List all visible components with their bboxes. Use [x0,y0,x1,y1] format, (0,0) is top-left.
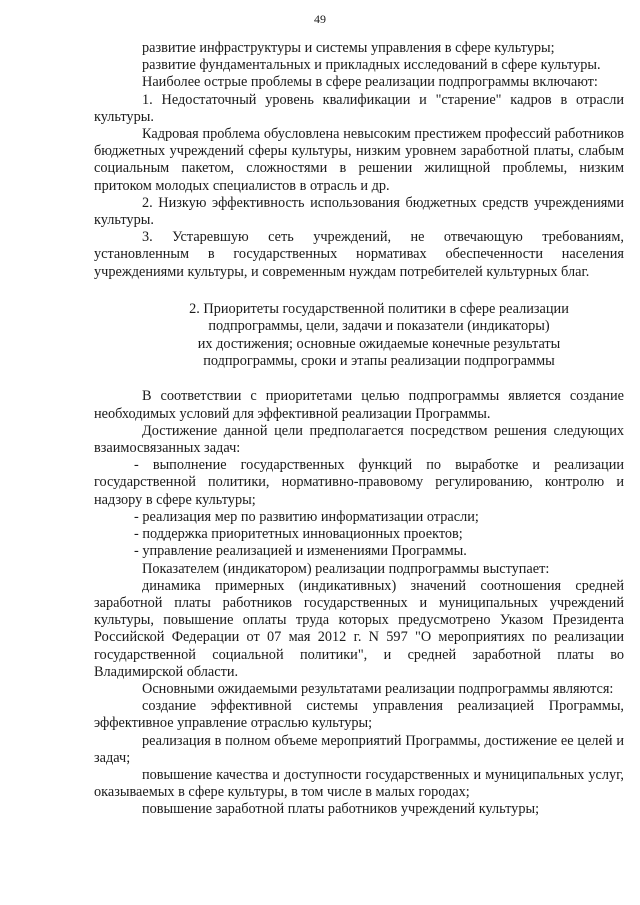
paragraph-staff-problem: Кадровая проблема обусловлена невысоким престижем профессий работников бюджетных учреждений сферы культуры, низким уровнем заработной платы, слабым социальным пакетом, сложностями в решении жилищной проблемы, низким притоком молодых специалистов в отрасль и др. [94,126,624,194]
heading-line: 2. Приоритеты государственной политики в сфере реализации [189,300,569,317]
paragraph-problems-intro: Наиболее острые проблемы в сфере реализации подпрограммы включают: [142,74,598,91]
paragraph-result: повышение качества и доступности государственных и муниципальных услуг, оказываемых в сфере культуры, в том числе в малых городах; [94,766,624,801]
list-item: - поддержка приоритетных инновационных проектов; [134,526,463,543]
heading-line: их достижения; основные ожидаемые конечные результаты [197,335,561,352]
paragraph-infrastructure: развитие инфраструктуры и системы управления в сфере культуры; [142,40,555,56]
list-item: - управление реализацией и изменениями Программы. [134,543,467,560]
paragraph-result: создание эффективной системы управления реализацией Программы, эффективное управление отраслью культуры; [94,698,624,732]
document-body [94,40,624,819]
paragraph-tasks-intro: Достижение данной цели предполагается посредством решения следующих взаимосвязанных задач: [94,422,624,457]
paragraph-research: развитие фундаментальных и прикладных исследований в сфере культуры. [142,57,601,74]
list-item: - выполнение государственных функций по выработке и реализации государственной политики, нормативно-правовому регулированию, контролю и надзору в сфере культуры; [94,457,624,508]
paragraph-problem-1: 1. Недостаточный уровень квалификации и "старение" кадров в отрасли культуры. [94,91,624,125]
page-number: 49 [314,12,326,26]
paragraph-indicator: динамика примерных (индикативных) значений соотношения средней заработной платы работников государственных и муниципальных учреждений культуры, повышение оплаты труда которых предусмотрено Указом Президента Российской Федерации от 07 мая 2012 г. N 597 "О мероприятиях по реализации государственной социальной политики", и средней заработной платы во Владимирской области. [94,577,624,680]
heading-line: подпрограммы, сроки и этапы реализации подпрограммы [203,353,555,370]
paragraph-result: повышение заработной платы работников учреждений культуры; [142,801,540,818]
section-heading [94,301,624,371]
list-item: - реализация мер по развитию информатизации отрасли; [134,508,479,525]
paragraph-goal: В соответствии с приоритетами целью подпрограммы является создание необходимых условий для эффективной реализации Программы. [94,388,624,422]
paragraph-results-intro: Основными ожидаемыми результатами реализации подпрограммы являются: [142,680,614,697]
paragraph-problem-3: 3. Устаревшую сеть учреждений, не отвечающую требованиям, установленным в государственных нормативах обеспеченности населения учреждениями культуры, и современным нуждам потребителей культурных благ. [94,229,624,280]
paragraph-problem-2: 2. Низкую эффективность использования бюджетных средств учреждениями культуры. [94,194,624,229]
paragraph-result: реализация в полном объеме мероприятий Программы, достижение ее целей и задач; [94,732,624,766]
paragraph-indicator-intro: Показателем (индикатором) реализации подпрограммы выступает: [142,560,550,577]
heading-line: подпрограммы, цели, задачи и показатели (индикаторы) [208,318,550,335]
